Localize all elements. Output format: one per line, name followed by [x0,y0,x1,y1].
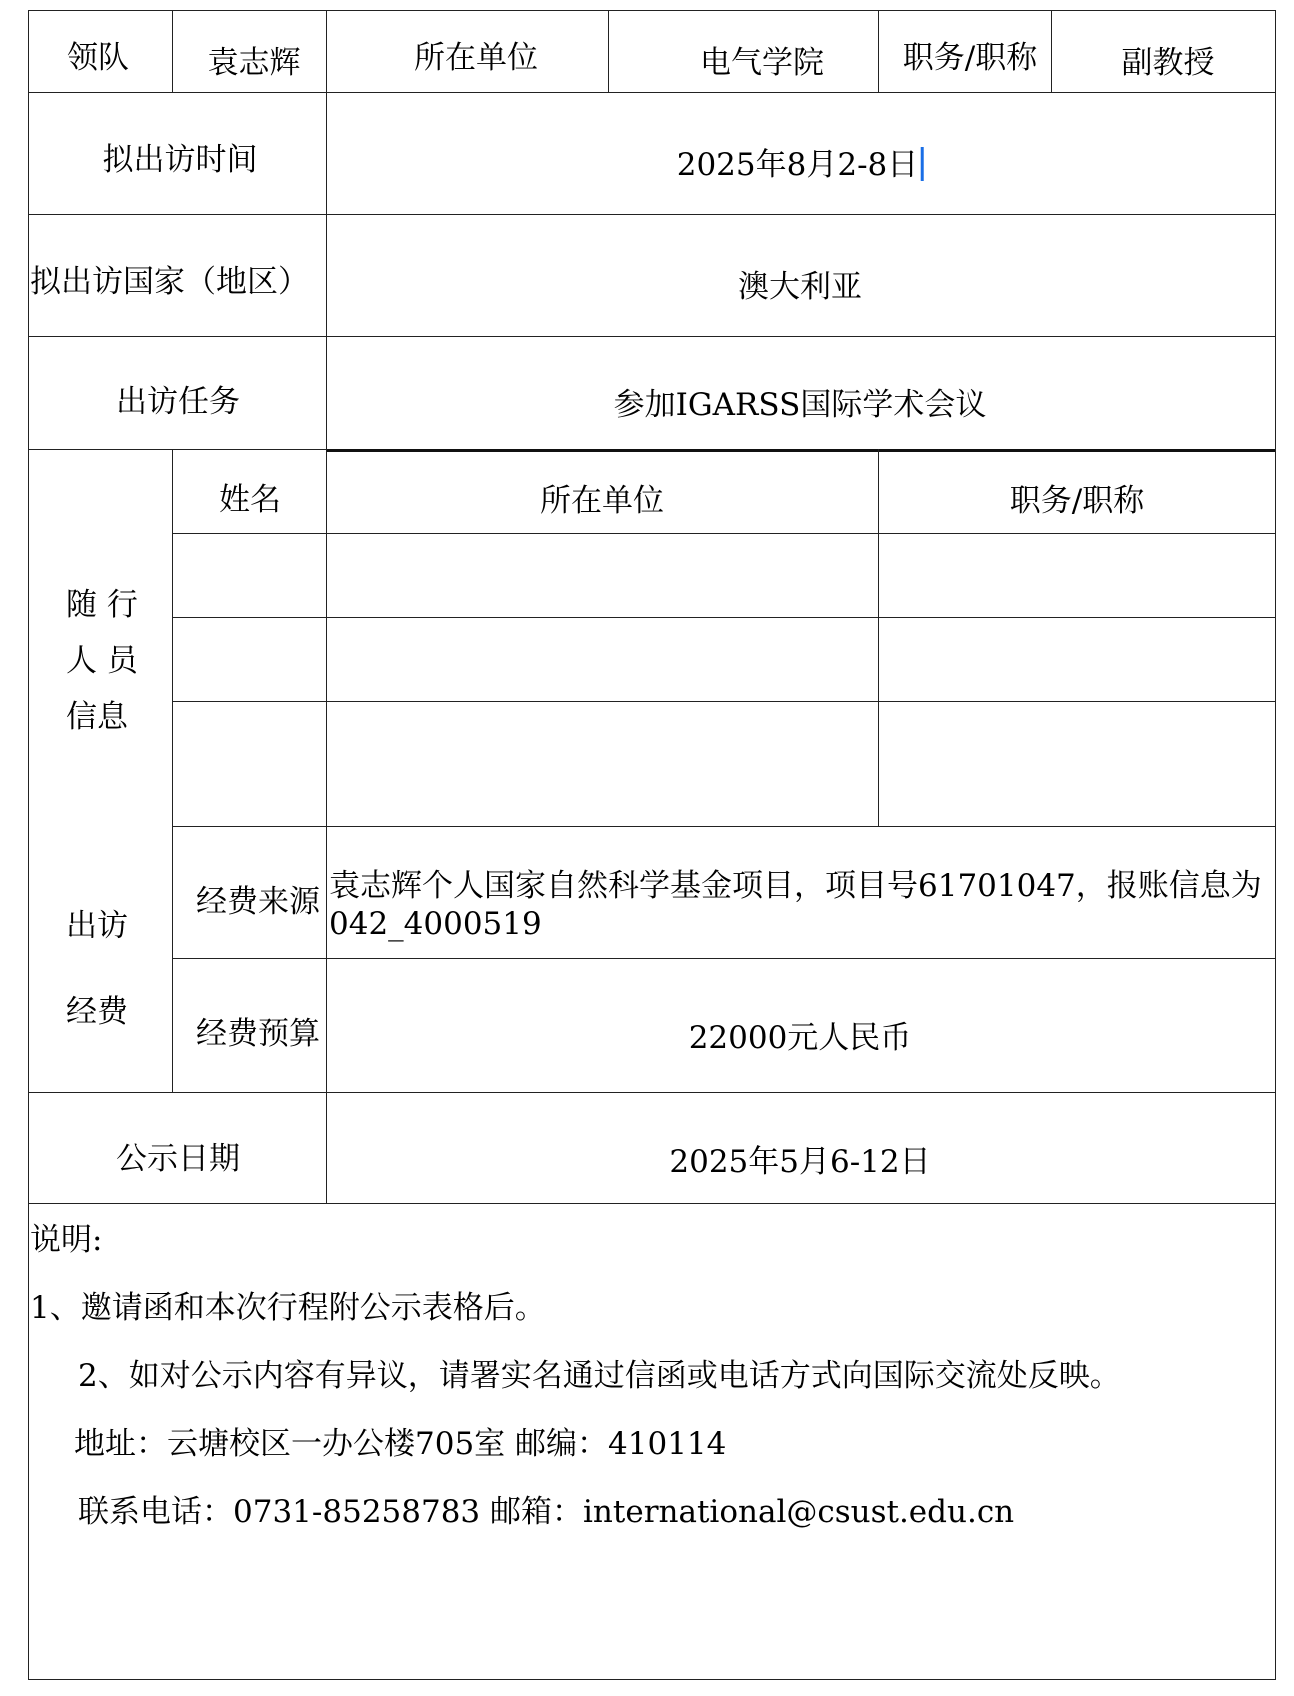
notes-line-1: 1、邀请函和本次行程附公示表格后。 [30,1290,546,1326]
row-divider [28,449,326,450]
row-divider [28,214,1276,215]
funding-section-label-2: 经费 [66,994,128,1030]
funding-budget-value: 22000元人民币 [688,1020,912,1056]
row-divider [172,701,1276,702]
funding-source-label: 经费来源 [196,884,320,920]
notes-line-2: 2、如对公示内容有异议，请署实名通过信函或电话方式向国际交流处反映。 [78,1358,1121,1394]
row-divider [172,958,1276,959]
col-header-title: 职务/职称 [1009,483,1145,519]
row-divider [172,617,1276,618]
row-divider [172,533,1276,534]
visit-time-label: 拟出访时间 [102,142,258,178]
table-border-top [28,10,1276,11]
visit-time-text: 2025年8月2-8日 [676,147,919,183]
funding-section-label-1: 出访 [66,908,128,944]
notes-line-4: 联系电话：0731-85258783 邮箱：international@csust.edu.cn [78,1494,1015,1530]
col-divider [608,10,609,92]
visit-task-label: 出访任务 [116,384,240,420]
col-divider [172,10,173,92]
unit-label: 所在单位 [414,40,538,76]
row-divider [28,336,1276,337]
visit-time-value [677,145,924,185]
row-divider-thick [326,449,1276,452]
companions-section-label-2: 人 员 [66,643,138,679]
row-divider [28,92,1276,93]
title-value: 副教授 [1121,45,1215,81]
visit-task-value: 参加IGARSS国际学术会议 [613,387,987,423]
text-cursor [920,147,923,181]
col-divider [172,449,173,1092]
col-divider [1051,10,1052,92]
col-divider [878,449,879,826]
col-header-name: 姓名 [219,482,281,518]
row-divider [28,1092,1276,1093]
publicity-date-label: 公示日期 [116,1141,240,1177]
table-border-bottom [28,1679,1276,1680]
notes-heading: 说明: [30,1222,103,1258]
col-divider [878,10,879,92]
visit-country-label: 拟出访国家（地区） [30,264,309,300]
row-divider [172,826,1276,827]
row-divider [28,1203,1276,1204]
table-border-left [28,10,29,1679]
notes-line-3: 地址：云塘校区一办公楼705室 邮编：410114 [74,1426,727,1462]
title-label: 职务/职称 [902,40,1038,76]
leader-label: 领队 [67,40,129,76]
leader-name: 袁志辉 [207,45,301,81]
companions-section-label-1: 随 行 [66,587,138,623]
col-header-unit: 所在单位 [540,483,664,519]
col-divider [326,10,327,1203]
publicity-date-value: 2025年5月6-12日 [669,1144,931,1180]
visit-country-value: 澳大利亚 [738,269,862,305]
table-border-right [1275,10,1276,1679]
companions-section-label-3: 信息 [66,699,128,735]
funding-source-value: 袁志辉个人国家自然科学基金项目，项目号61701047，报账信息为042_4000519 [329,868,1262,942]
funding-budget-label: 经费预算 [196,1016,320,1052]
unit-value: 电气学院 [700,45,824,81]
